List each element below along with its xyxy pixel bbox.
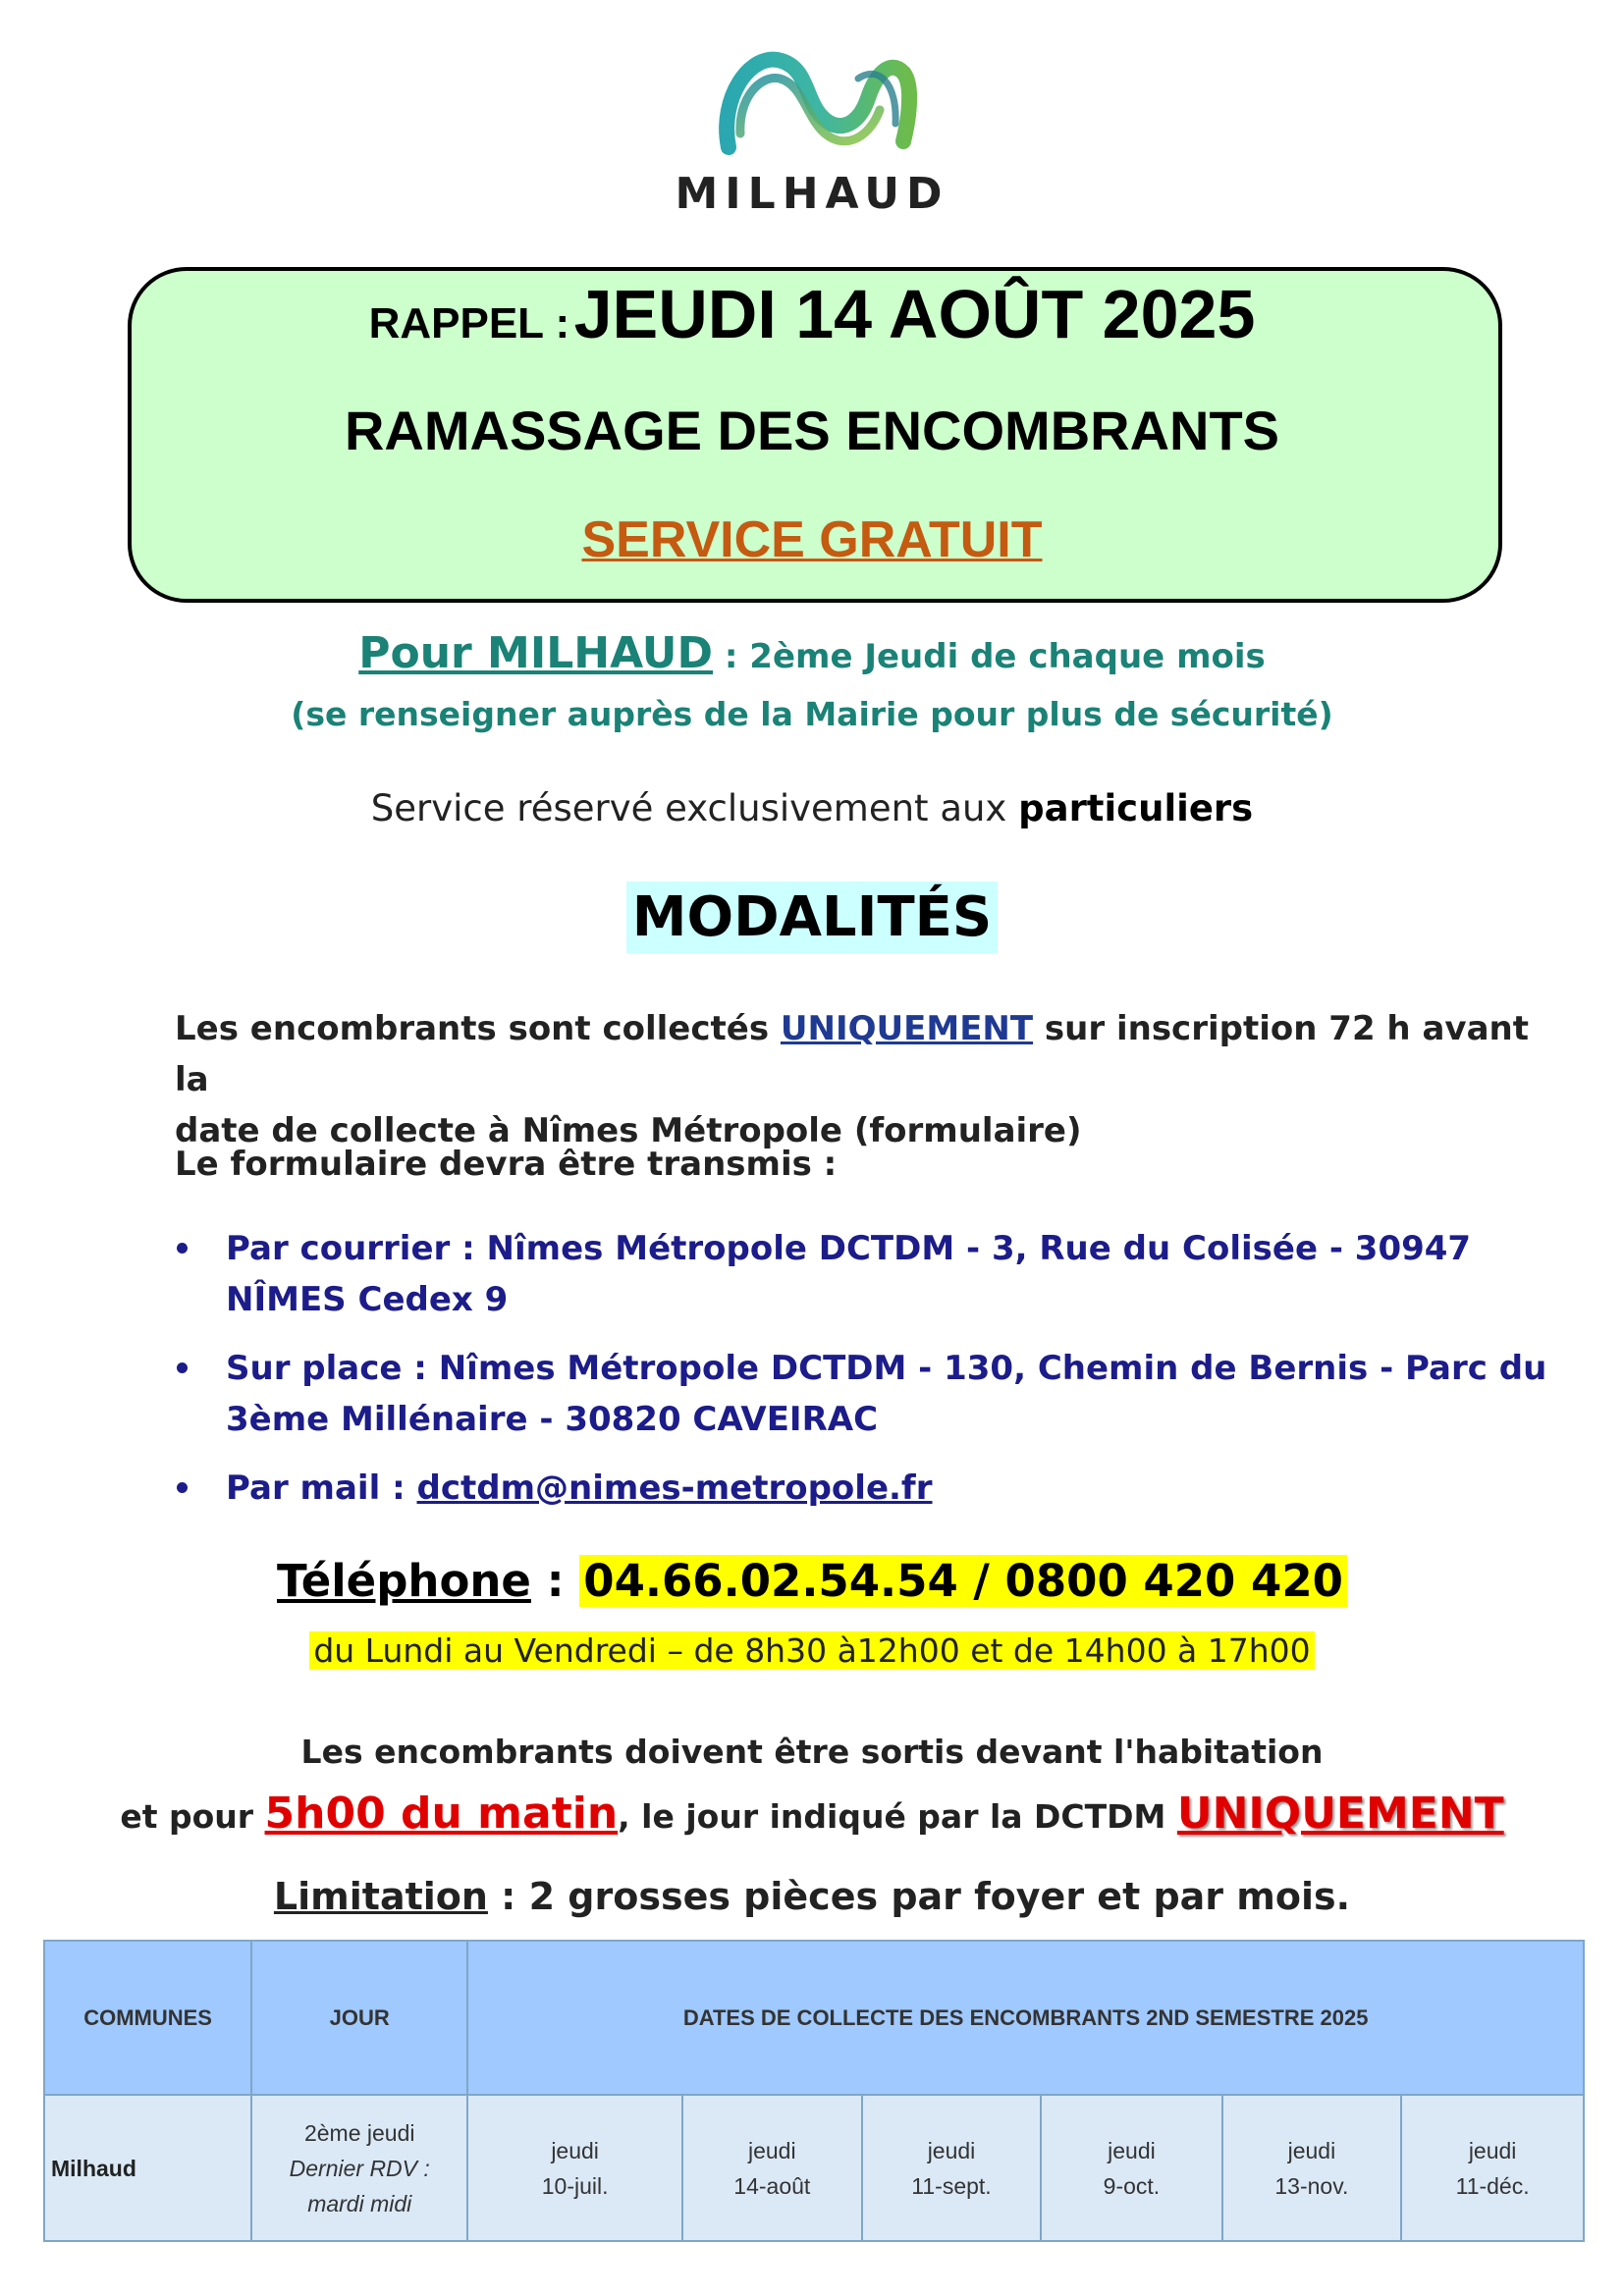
date-value: 10-juil.	[541, 2172, 609, 2199]
limitation-line	[0, 1875, 1624, 1918]
list-item	[177, 1463, 1571, 1514]
rule-line1: Les encombrants doivent être sortis devant l'habitation	[300, 1733, 1324, 1771]
reserved-bold: particuliers	[1018, 787, 1254, 829]
opening-hours: du Lundi au Vendredi – de 8h30 à12h00 et de 14h00 à 17h00	[309, 1631, 1314, 1670]
bullet-icon	[177, 1482, 188, 1493]
rule-text-b: , le jour indiqué par la DCTDM	[618, 1797, 1177, 1836]
date-cell	[1222, 2095, 1402, 2241]
para1-text-b: sur inscription 72 h avant la	[175, 1009, 1529, 1099]
date-cell	[862, 2095, 1042, 2241]
modalites-heading: MODALITÉS	[626, 881, 998, 953]
date-value: 14-août	[733, 2172, 811, 2199]
date-day: jeudi	[1468, 2137, 1517, 2163]
schedule-line	[0, 628, 1624, 678]
jour-cell	[251, 2095, 467, 2241]
mail-label: Par mail :	[226, 1468, 417, 1508]
limitation-text: : 2 grosses pièces par foyer et par mois.	[487, 1875, 1351, 1918]
jour-line3: mardi midi	[307, 2190, 412, 2216]
telephone-label: Téléphone	[277, 1555, 531, 1607]
registration-paragraph	[175, 1003, 1549, 1156]
surplace-line1: Sur place : Nîmes Métropole DCTDM - 130, Chemin de Bernis - Parc du	[226, 1349, 1547, 1388]
date-value: 9-oct.	[1103, 2172, 1161, 2199]
telephone-numbers[interactable]: 04.66.02.54.54 / 0800 420 420	[579, 1555, 1347, 1607]
para1-text-c: date de collecte à Nîmes Métropole (formulaire)	[175, 1111, 1082, 1150]
date-value: 11-sept.	[911, 2172, 992, 2199]
para1-uniquement: UNIQUEMENT	[780, 1009, 1034, 1048]
header-jour: JOUR	[251, 1941, 467, 2095]
hours-line	[0, 1631, 1624, 1670]
uniquement-highlight: UNIQUEMENT	[1176, 1789, 1504, 1839]
collection-schedule-table	[43, 1940, 1585, 2242]
date-cell	[1401, 2095, 1584, 2241]
schedule-detail: : 2ème Jeudi de chaque mois	[713, 637, 1266, 676]
date-day: jeudi	[1108, 2137, 1156, 2163]
limitation-label: Limitation	[273, 1875, 488, 1918]
page-title: RAMASSAGE DES ENCOMBRANTS	[344, 400, 1280, 461]
town-label: Pour MILHAUD	[358, 628, 714, 678]
header-dates: DATES DE COLLECTE DES ENCOMBRANTS 2ND SEMESTRE 2025	[467, 1941, 1584, 2095]
rappel-label: RAPPEL :	[368, 299, 570, 347]
logo-wordmark: MILHAUD	[675, 169, 949, 219]
date-cell	[1041, 2095, 1221, 2241]
date-day: jeudi	[747, 2137, 796, 2163]
jour-line1: 2ème jeudi	[303, 2119, 415, 2146]
telephone-line	[0, 1555, 1624, 1607]
telephone-sep: :	[530, 1555, 580, 1607]
surplace-line2: 3ème Millénaire - 30820 CAVEIRAC	[226, 1400, 879, 1439]
list-item	[177, 1223, 1571, 1325]
courrier-line2: NÎMES Cedex 9	[226, 1280, 509, 1319]
jour-line2: Dernier RDV :	[289, 2155, 430, 2181]
time-highlight: 5h00 du matin	[264, 1789, 619, 1839]
contact-methods-list	[177, 1223, 1571, 1531]
free-service-label: SERVICE GRATUIT	[581, 511, 1043, 568]
bullet-icon	[177, 1243, 188, 1254]
milhaud-logo-icon	[711, 39, 917, 167]
mairie-note: (se renseigner auprès de la Mairie pour plus de sécurité)	[291, 695, 1333, 733]
list-item	[177, 1343, 1571, 1445]
commune-cell: Milhaud	[44, 2095, 251, 2241]
reserved-prefix: Service réservé exclusivement aux	[370, 787, 1019, 829]
date-cell	[682, 2095, 862, 2241]
date-value: 13-nov.	[1274, 2172, 1349, 2199]
date-day: jeudi	[927, 2137, 976, 2163]
table-row	[44, 2095, 1584, 2241]
email-link[interactable]: dctdm@nimes-metropole.fr	[416, 1468, 933, 1508]
form-transmission-label: Le formulaire devra être transmis :	[175, 1145, 838, 1184]
courrier-line1: Par courrier : Nîmes Métropole DCTDM - 3, Rue du Colisée - 30947	[226, 1229, 1472, 1268]
date-day: jeudi	[551, 2137, 599, 2163]
bullet-icon	[177, 1362, 188, 1373]
collection-date: JEUDI 14 AOÛT 2025	[573, 276, 1256, 352]
para1-text-a: Les encombrants sont collectés	[175, 1009, 781, 1048]
date-value: 11-déc.	[1455, 2172, 1530, 2199]
date-day: jeudi	[1287, 2137, 1336, 2163]
rule-line2	[0, 1789, 1624, 1839]
reserved-note	[0, 787, 1624, 829]
modalites-heading-wrap	[0, 881, 1624, 953]
date-cell	[467, 2095, 682, 2241]
rule-text-a: et pour	[120, 1797, 265, 1836]
reminder-date-line	[0, 275, 1624, 353]
header-communes: COMMUNES	[44, 1941, 251, 2095]
